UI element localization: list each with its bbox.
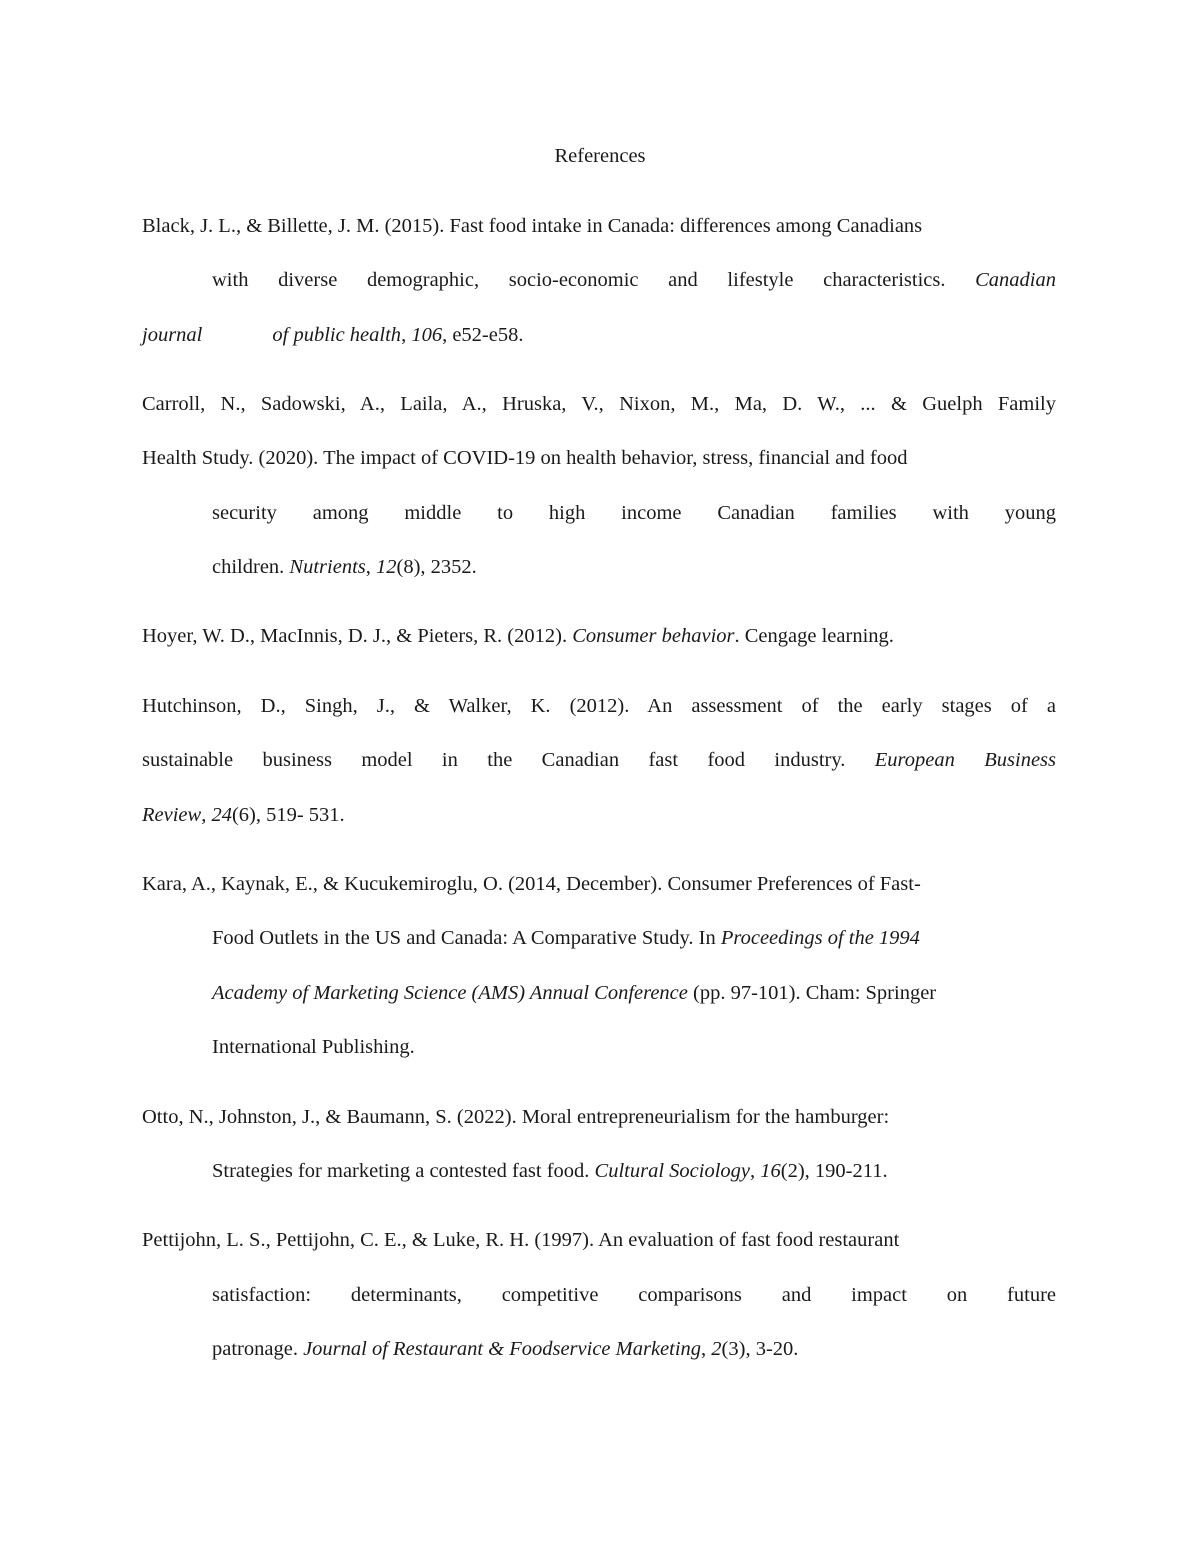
reference-line bbox=[212, 1334, 1056, 1364]
text-segment: satisfaction: determinants, competitive comparisons and impact on future bbox=[212, 1284, 1056, 1306]
reference-line bbox=[142, 745, 1056, 775]
reference-line bbox=[212, 1156, 1056, 1186]
reference-line bbox=[212, 552, 1056, 582]
text-segment: , bbox=[201, 804, 212, 826]
text-segment: Black, J. L., & Billette, J. M. (2015). Fast food intake in Canada: differences among Canadians bbox=[142, 215, 923, 237]
text-segment: , bbox=[750, 1160, 761, 1182]
page-title: References bbox=[554, 145, 646, 167]
text-segment: Hutchinson, D., Singh, J., & Walker, K. (2012). An assessment of the early stages of a bbox=[142, 695, 1056, 717]
text-segment: Health Study. (2020). The impact of COVID-19 on health behavior, stress, financial and food bbox=[142, 447, 908, 469]
reference-line bbox=[212, 265, 1056, 295]
reference-line bbox=[142, 1225, 1056, 1255]
reference-line bbox=[142, 869, 1056, 899]
text-segment: Pettijohn, L. S., Pettijohn, C. E., & Luke, R. H. (1997). An evaluation of fast food restaurant bbox=[142, 1229, 900, 1251]
text-segment: Kara, A., Kaynak, E., & Kucukemiroglu, O. (2014, December). Consumer Preferences of Fast- bbox=[142, 873, 921, 895]
reference-line bbox=[142, 320, 1056, 350]
reference-line bbox=[142, 211, 1056, 241]
reference-line bbox=[212, 923, 1056, 953]
text-segment: (2), 190-211. bbox=[780, 1160, 888, 1182]
italic-segment: Review bbox=[142, 804, 202, 826]
italic-segment: Consumer behavior bbox=[572, 625, 735, 647]
italic-segment: Proceedings of the 1994 bbox=[720, 927, 920, 949]
italic-segment: 106 bbox=[411, 324, 443, 346]
italic-segment: 24 bbox=[211, 804, 232, 826]
reference-line bbox=[212, 1280, 1056, 1310]
italic-segment: 2 bbox=[711, 1338, 722, 1360]
reference-line bbox=[142, 443, 1056, 473]
italic-segment: journal bbox=[142, 324, 203, 346]
text-segment: security among middle to high income Canadian families with young bbox=[212, 502, 1056, 524]
text-segment: children. bbox=[212, 556, 290, 578]
text-segment: Carroll, N., Sadowski, A., Laila, A., Hruska, V., Nixon, M., Ma, D. W., ... & Guelph Family bbox=[142, 393, 1056, 415]
text-segment: Otto, N., Johnston, J., & Baumann, S. (2022). Moral entrepreneurialism for the hamburger: bbox=[142, 1106, 890, 1128]
italic-segment: Cultural Sociology bbox=[594, 1160, 750, 1182]
reference-line bbox=[142, 621, 1056, 651]
text-segment: Hoyer, W. D., MacInnis, D. J., & Pieters, R. (2012). bbox=[142, 625, 573, 647]
reference-line bbox=[142, 800, 1056, 830]
reference-line bbox=[142, 691, 1056, 721]
text-segment: Strategies for marketing a contested fast food. bbox=[212, 1160, 595, 1182]
text-segment: , e52-e58. bbox=[442, 324, 524, 346]
text-segment: (6), 519- 531. bbox=[231, 804, 345, 826]
italic-segment: 12 bbox=[376, 556, 397, 578]
text-segment: with diverse demographic, socio-economic and lifestyle characteristics. bbox=[212, 269, 976, 291]
italic-segment: Nutrients bbox=[289, 556, 366, 578]
reference-line bbox=[212, 978, 1056, 1008]
text-segment: , bbox=[365, 556, 376, 578]
text-segment: . Cengage learning. bbox=[734, 625, 894, 647]
italic-segment: Canadian bbox=[975, 269, 1056, 291]
italic-segment: of public health bbox=[272, 324, 402, 346]
text-segment: Food Outlets in the US and Canada: A Comparative Study. In bbox=[212, 927, 721, 949]
reference-line bbox=[212, 1032, 1056, 1062]
italic-segment: Academy of Marketing Science (AMS) Annual Conference bbox=[212, 982, 688, 1004]
italic-segment: European Business bbox=[874, 749, 1056, 771]
reference-line bbox=[142, 1102, 1056, 1132]
reference-line bbox=[212, 498, 1056, 528]
text-segment: , bbox=[401, 324, 412, 346]
text-segment: sustainable business model in the Canadian fast food industry. bbox=[142, 749, 875, 771]
text-segment: patronage. bbox=[212, 1338, 304, 1360]
text-segment: International Publishing. bbox=[212, 1036, 415, 1058]
text-segment: (8), 2352. bbox=[396, 556, 477, 578]
reference-line bbox=[142, 389, 1056, 419]
text-segment: (pp. 97-101). Cham: Springer bbox=[687, 982, 937, 1004]
text-segment: , bbox=[701, 1338, 712, 1360]
italic-segment: Journal of Restaurant & Foodservice Marketing bbox=[303, 1338, 702, 1360]
italic-segment: 16 bbox=[760, 1160, 781, 1182]
text-segment: (3), 3-20. bbox=[721, 1338, 799, 1360]
